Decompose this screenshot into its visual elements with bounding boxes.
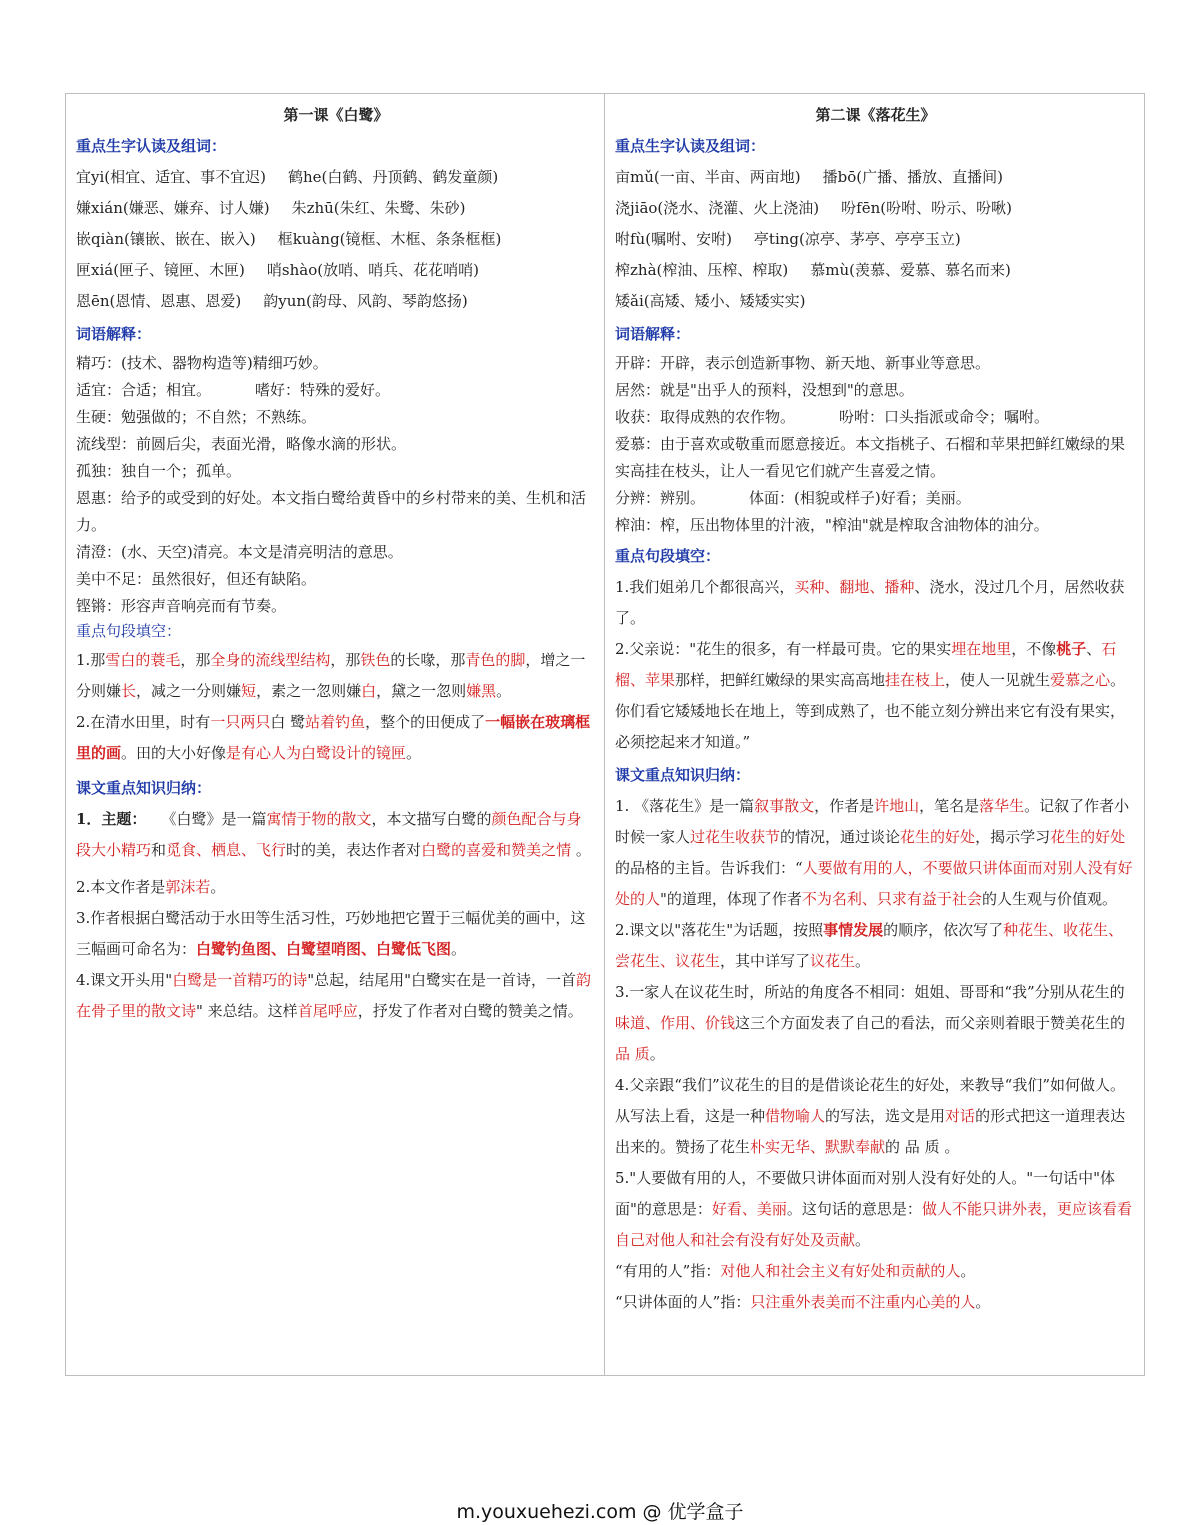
knowledge-item-5: 5."人要做有用的人，不要做只讲体面而对别人没有好处的人。"一句话中"体面"的意思是：好看、美丽。这句话的意思是：做人不能只讲外表，更应该看看自己对他人和社会有没有好处及贡献。 xyxy=(615,1169,1132,1249)
definition: 居然：就是"出乎人的预料，没想到"的意思。 xyxy=(615,381,914,399)
definition: 适宜：合适；相宜。 嗜好：特殊的爱好。 xyxy=(76,381,391,399)
vocab-row: 矮ǎi(高矮、矮小、矮矮实实) xyxy=(615,292,806,310)
definition: 清澄：(水、天空)清亮。本文是清亮明洁的意思。 xyxy=(76,543,403,561)
fill-item-2: 2.父亲说："花生的很多，有一样最可贵。它的果实埋在地里，不像桃子、石榴、苹果那样，把鲜红嫩绿的果实高高地挂在枝上，使人一见就生爱慕之心。你们看它矮矮地长在地上，等到成熟了，也不能立刻分辨出来它有没有果实，必须挖起来才知道。” xyxy=(615,640,1126,751)
definition: 铿锵：形容声音响亮而有节奏。 xyxy=(76,597,287,615)
lesson-2-vocab-heading: 重点生字认读及组词： xyxy=(615,137,766,155)
definition: 精巧：(技术、器物构造等)精细巧妙。 xyxy=(76,354,328,372)
knowledge-item-1: 1. 《落花生》是一篇叙事散文，作者是许地山，笔名是落华生。记叙了作者小时候一家人过花生收获节的情况，通过谈论花生的好处，揭示学习花生的好处的品格的主旨。告诉我们：“人要做有用的人，不要做只讲体面而对别人没有好处的人"的道理，体现了作者不为名利、只求有益于社会的人生观与价值观。 xyxy=(615,797,1133,908)
vocab-row: 榨zhà(榨油、压榨、榨取) 慕mù(羡慕、爱慕、慕名而来) xyxy=(615,261,1011,279)
knowledge-item-3: 3.一家人在议花生时，所站的角度各不相同：姐姐、哥哥和“我”分别从花生的味道、作用、价钱这三个方面发表了自己的看法，而父亲则着眼于赞美花生的品 质。 xyxy=(615,983,1126,1063)
definition: 开辟：开辟，表示创造新事物、新天地、新事业等意思。 xyxy=(615,354,991,372)
fill-item-1: 1.我们姐弟几个都很高兴，买种、翻地、播种、浇水，没过几个月，居然收获了。 xyxy=(615,578,1125,627)
lesson-1-vocab-heading: 重点生字认读及组词： xyxy=(76,137,227,155)
vocab-row: 嫌xián(嫌恶、嫌弃、讨人嫌) 朱zhū(朱红、朱鹭、朱砂) xyxy=(76,199,466,217)
lesson-notes-table xyxy=(65,93,1145,1376)
knowledge-item-2: 2.课文以"落花生"为话题，按照事情发展的顺序，依次写了种花生、收花生、尝花生、议花生，其中详写了议花生。 xyxy=(615,921,1124,970)
lesson-1-column xyxy=(66,94,605,1375)
fill-item-2: 2.在清水田里，时有一只两只白 鹭站着钓鱼，整个的田便成了一幅嵌在玻璃框里的画。田的大小好像是有心人为白鹭设计的镜匣。 xyxy=(76,713,591,762)
vocab-row: 嵌qiàn(镶嵌、嵌在、嵌入) 框kuàng(镜框、木框、条条框框) xyxy=(76,230,502,248)
vocab-row: 亩mǔ(一亩、半亩、两亩地) 播bō(广播、播放、直播间) xyxy=(615,168,1003,186)
lesson-1-title: 第一课《白鹭》 xyxy=(283,106,389,124)
definition: 孤独：独自一个；孤单。 xyxy=(76,462,242,480)
lesson-2-column xyxy=(605,94,1144,1375)
lesson-2-definitions-heading: 词语解释： xyxy=(615,325,691,343)
lesson-1-vocab-list xyxy=(76,162,596,317)
vocab-row: 匣xiá(匣子、镜匣、木匣) 哨shào(放哨、哨兵、花花哨哨) xyxy=(76,261,479,279)
lesson-2-title: 第二课《落花生》 xyxy=(815,106,936,124)
definition: 美中不足：虽然很好，但还有缺陷。 xyxy=(76,570,317,588)
vocab-row: 宜yi(相宜、适宜、事不宜迟) 鹤he(白鹤、丹顶鹤、鹤发童颜) xyxy=(76,168,499,186)
knowledge-item-3: 3.作者根据白鹭活动于水田等生活习性，巧妙地把它置于三幅优美的画中，这三幅画可命名为：白鹭钓鱼图、白鹭望哨图、白鹭低飞图。 xyxy=(76,909,586,958)
definition: 榨油：榨，压出物体里的汁液，"榨油"就是榨取含油物体的油分。 xyxy=(615,516,1049,534)
lesson-1-fill-heading: 重点句段填空： xyxy=(76,622,182,640)
definition: 流线型：前圆后尖，表面光滑，略像水滴的形状。 xyxy=(76,435,407,453)
lesson-2-knowledge-heading: 课文重点知识归纳： xyxy=(615,766,751,784)
lesson-1-definitions-heading: 词语解释： xyxy=(76,325,152,343)
vocab-row: 恩ēn(恩情、恩惠、恩爱) 韵yun(韵母、风韵、琴韵悠扬) xyxy=(76,292,468,310)
definition: 爱慕：由于喜欢或敬重而愿意接近。本文指桃子、石榴和苹果把鲜红嫩绿的果实高挂在枝头，让人一看见它们就产生喜爱之情。 xyxy=(615,435,1126,480)
lesson-1-definitions xyxy=(76,350,596,620)
fill-item-1: 1.那雪白的蓑毛，那全身的流线型结构，那铁色的长喙，那青色的脚，增之一分则嫌长，减之一分则嫌短，素之一忽则嫌白，黛之一忽则嫌黑。 xyxy=(76,651,586,700)
definition: 收获：取得成熟的农作物。 吩咐：口头指派或命令；嘱咐。 xyxy=(615,408,1050,426)
knowledge-item-2: 2.本文作者是郭沫若。 xyxy=(76,878,226,896)
vocab-row: 浇jiāo(浇水、浇灌、火上浇油) 吩fēn(吩咐、吩示、吩啾) xyxy=(615,199,1012,217)
definition: 生硬：勉强做的；不自然；不熟练。 xyxy=(76,408,317,426)
knowledge-item-4: 4.课文开头用"白鹭是一首精巧的诗"总起，结尾用"白鹭实在是一首诗，一首韵在骨子里的散文诗" 来总结。这样首尾呼应，抒发了作者对白鹭的赞美之情。 xyxy=(76,971,592,1020)
lesson-2-fill-heading: 重点句段填空： xyxy=(615,547,721,565)
definition: 分辨：辨别。 体面：(相貌或样子)好看；美丽。 xyxy=(615,489,971,507)
vocab-row: 咐fù(嘱咐、安咐) 亭ting(凉亭、茅亭、亭亭玉立) xyxy=(615,230,961,248)
definition: 恩惠：给予的或受到的好处。本文指白鹭给黄昏中的乡村带来的美、生机和活力。 xyxy=(76,489,587,534)
knowledge-item-7: “只讲体面的人”指：只注重外表美而不注重内心美的人。 xyxy=(615,1293,991,1311)
lesson-2-vocab-list xyxy=(615,162,1136,317)
knowledge-item-6: “有用的人”指：对他人和社会主义有好处和贡献的人。 xyxy=(615,1262,976,1280)
lesson-1-knowledge-heading: 课文重点知识归纳： xyxy=(76,779,212,797)
site-watermark: m.youxuehezi.com @ 优学盒子 xyxy=(456,1501,744,1523)
lesson-2-definitions xyxy=(615,350,1136,539)
knowledge-item-1: 1．主题： 《白鹭》是一篇寓情于物的散文，本文描写白鹭的颜色配合与身段大小精巧和觅食、栖息、飞行时的美，表达作者对白鹭的喜爱和赞美之情 。 xyxy=(76,810,591,859)
knowledge-item-4: 4.父亲跟“我们”议花生的目的是借谈论花生的好处，来教导“我们”如何做人。从写法上看，这是一种借物喻人的写法，选文是用对话的形式把这一道理表达出来的。赞扬了花生朴实无华、默默奉献的 品 质 。 xyxy=(615,1076,1126,1156)
